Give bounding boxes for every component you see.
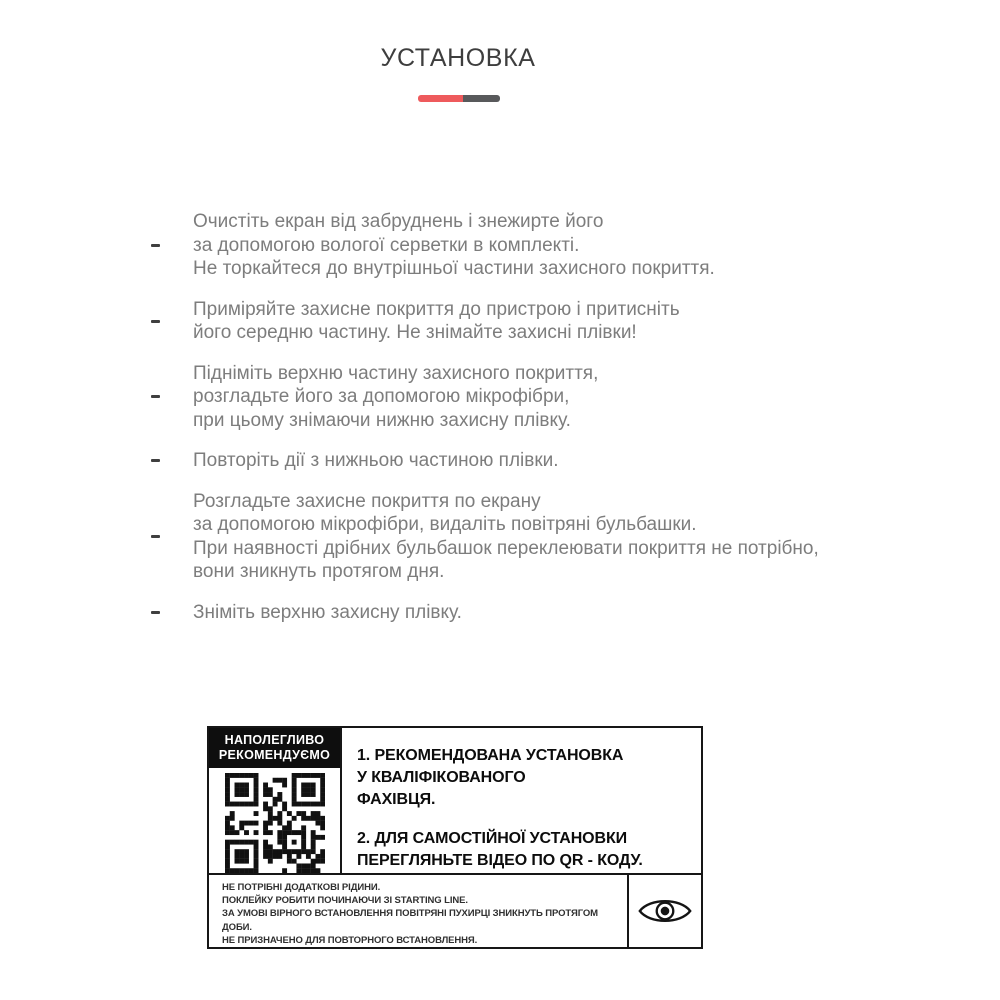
dash-bullet xyxy=(151,535,160,538)
dash-bullet xyxy=(151,395,160,398)
qr-cell xyxy=(209,728,342,873)
instruction-line: вони зникнуть протягом дня. xyxy=(193,561,445,582)
recommendation-item-2 xyxy=(357,828,693,872)
dash-bullet xyxy=(151,320,160,323)
recommendation-line: ПЕРЕГЛЯНЬТЕ ВІДЕО ПО QR - КОДУ. xyxy=(357,852,643,869)
instruction-line: розгладьте його за допомогою мікрофібри, xyxy=(193,386,570,407)
recommendation-box xyxy=(207,726,703,949)
note-line: НЕ ПРИЗНАЧЕНО ДЛЯ ПОВТОРНОГО ВСТАНОВЛЕННЯ. xyxy=(222,934,478,946)
title-divider xyxy=(418,95,500,102)
instruction-line: при цьому знімаючи нижню захисну плівку. xyxy=(193,409,571,431)
instruction-line: Не торкайтеся до внутрішньої частини захисного покриття. xyxy=(193,258,715,279)
recommendation-line: ФАХІВЦЯ. xyxy=(357,791,436,808)
instruction-item-3 xyxy=(151,362,871,433)
recommendation-line: 1. РЕКОМЕНДОВАНА УСТАНОВКА xyxy=(357,747,624,764)
instruction-line: Зніміть верхню захисну плівку. xyxy=(193,601,462,623)
instruction-line: Підніміть верхню частину захисного покриття, xyxy=(193,362,599,384)
recommendation-item-1 xyxy=(357,745,693,811)
eye-icon xyxy=(638,893,692,929)
note-line: ПОКЛЕЙКУ РОБИТИ ПОЧИНАЮЧИ ЗІ STARTING LINE. xyxy=(222,895,468,907)
recommendation-line: 2. ДЛЯ САМОСТІЙНОЇ УСТАНОВКИ xyxy=(357,830,628,847)
instruction-line: Повторіть дії з нижньою частиною плівки. xyxy=(193,450,559,471)
dash-bullet xyxy=(151,611,160,614)
qr-code-icon xyxy=(225,773,325,873)
instruction-line: Очистіть екран від забруднень і знежирте його xyxy=(193,211,604,232)
fine-print-notes xyxy=(209,875,627,947)
recommendation-line: У КВАЛІФІКОВАНОГО xyxy=(357,769,526,786)
divider-gray-segment xyxy=(463,95,500,102)
page-title: УСТАНОВКА xyxy=(380,44,536,72)
instruction-item-5 xyxy=(151,490,871,584)
instruction-item-2 xyxy=(151,298,871,345)
instruction-line: за допомогою вологої серветки в комплекті. xyxy=(193,234,580,256)
instruction-line: Приміряйте захисне покриття до пристрою і притисніть xyxy=(193,298,680,320)
dash-bullet xyxy=(151,459,160,462)
dash-bullet xyxy=(151,244,160,247)
instruction-line: його середню частину. Не знімайте захисні плівки! xyxy=(193,322,637,343)
strongly-recommend-header xyxy=(209,728,340,768)
header-line: НАПОЛЕГЛИВО xyxy=(224,732,325,747)
instruction-list xyxy=(151,210,871,641)
divider-red-segment xyxy=(418,95,463,102)
instruction-line: Розгладьте захисне покриття по екрану xyxy=(193,490,541,512)
eye-cell xyxy=(627,875,701,947)
instruction-item-4 xyxy=(151,449,871,473)
header-line: РЕКОМЕНДУЄМО xyxy=(218,747,331,762)
instruction-line: При наявності дрібних бульбашок переклеювати покриття не потрібно, xyxy=(193,537,819,559)
recommendation-text xyxy=(342,728,701,873)
instruction-item-1 xyxy=(151,210,871,281)
instruction-item-6 xyxy=(151,601,871,625)
recommendation-box-bottom xyxy=(209,873,701,947)
note-line: ЗА УМОВІ ВІРНОГО ВСТАНОВЛЕННЯ ПОВІТРЯНІ ПУХИРЦІ ЗНИКНУТЬ ПРОТЯГОМ ДОБИ. xyxy=(222,908,598,933)
note-line: НЕ ПОТРІБНІ ДОДАТКОВІ РІДИНИ. xyxy=(222,881,381,893)
recommendation-box-top xyxy=(209,728,701,873)
instruction-line: за допомогою мікрофібри, видаліть повітряні бульбашки. xyxy=(193,514,697,535)
